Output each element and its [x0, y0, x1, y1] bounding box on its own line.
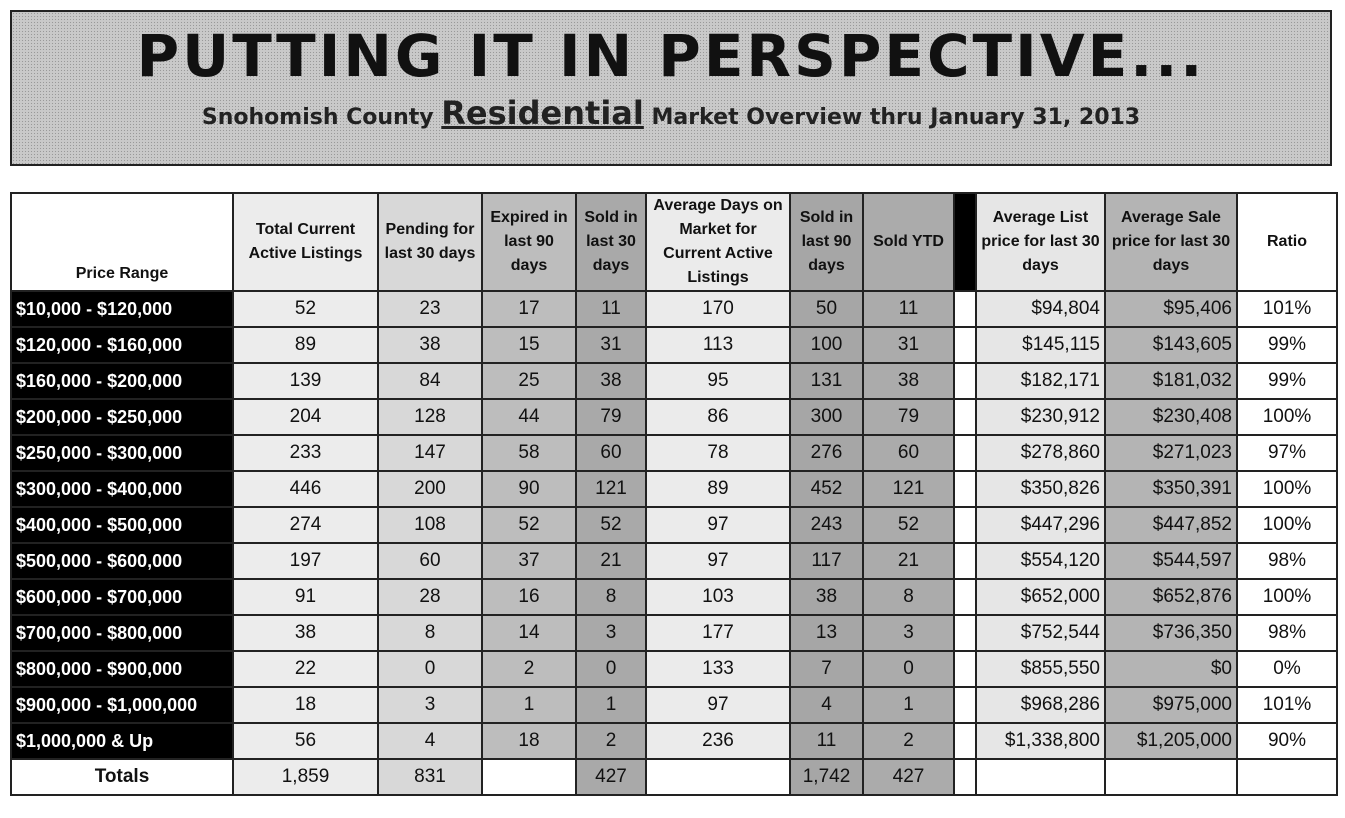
cell-avg-list-price: $230,912: [976, 399, 1105, 435]
header-sold-ytd: Sold YTD: [863, 193, 954, 291]
cell-sold-90: 7: [790, 651, 863, 687]
price-range-cell: $200,000 - $250,000: [11, 399, 233, 435]
cell-spacer: [954, 435, 976, 471]
cell-sold-30: 60: [576, 435, 646, 471]
cell-avg-days-on-market: 103: [646, 579, 790, 615]
cell-ratio: 100%: [1237, 507, 1337, 543]
cell-avg-days-on-market: 133: [646, 651, 790, 687]
total-sold-ytd: 427: [863, 759, 954, 795]
cell-sold-ytd: 11: [863, 291, 954, 327]
cell-ratio: 101%: [1237, 687, 1337, 723]
cell-ratio: 0%: [1237, 651, 1337, 687]
cell-avg-list-price: $278,860: [976, 435, 1105, 471]
table-row: [11, 579, 1337, 615]
subtitle-date: Market Overview thru January 31, 2013: [651, 105, 1141, 130]
cell-ratio: 99%: [1237, 327, 1337, 363]
cell-spacer: [954, 327, 976, 363]
cell-sold-30: 121: [576, 471, 646, 507]
cell-total-active: 18: [233, 687, 378, 723]
title-banner: [10, 10, 1332, 166]
price-range-cell: $900,000 - $1,000,000: [11, 687, 233, 723]
cell-avg-list-price: $968,286: [976, 687, 1105, 723]
price-range-cell: $400,000 - $500,000: [11, 507, 233, 543]
cell-sold-ytd: 2: [863, 723, 954, 759]
cell-sold-30: 11: [576, 291, 646, 327]
cell-sold-90: 452: [790, 471, 863, 507]
cell-sold-90: 276: [790, 435, 863, 471]
price-range-cell: $700,000 - $800,000: [11, 615, 233, 651]
table-row: [11, 435, 1337, 471]
total-avg-sale-price: [1105, 759, 1237, 795]
cell-avg-list-price: $652,000: [976, 579, 1105, 615]
cell-sold-ytd: 121: [863, 471, 954, 507]
cell-sold-90: 4: [790, 687, 863, 723]
cell-expired-90: 52: [482, 507, 576, 543]
table-row: [11, 471, 1337, 507]
table-row: [11, 615, 1337, 651]
cell-total-active: 38: [233, 615, 378, 651]
header-avg-days-on-market: Average Days on Market for Current Active Listings: [646, 193, 790, 291]
cell-sold-90: 300: [790, 399, 863, 435]
price-range-cell: $600,000 - $700,000: [11, 579, 233, 615]
cell-spacer: [954, 399, 976, 435]
total-ratio: [1237, 759, 1337, 795]
total-pending-30: 831: [378, 759, 482, 795]
cell-avg-list-price: $554,120: [976, 543, 1105, 579]
total-expired-90: [482, 759, 576, 795]
cell-sold-30: 31: [576, 327, 646, 363]
price-range-cell: $10,000 - $120,000: [11, 291, 233, 327]
cell-pending-30: 38: [378, 327, 482, 363]
cell-avg-sale-price: $350,391: [1105, 471, 1237, 507]
cell-sold-90: 50: [790, 291, 863, 327]
cell-avg-sale-price: $544,597: [1105, 543, 1237, 579]
price-range-cell: $300,000 - $400,000: [11, 471, 233, 507]
header-sold-30: Sold in last 30 days: [576, 193, 646, 291]
table-row: [11, 687, 1337, 723]
subtitle-county: Snohomish County: [201, 105, 434, 130]
cell-expired-90: 17: [482, 291, 576, 327]
cell-pending-30: 128: [378, 399, 482, 435]
header-ratio: Ratio: [1237, 193, 1337, 291]
cell-pending-30: 28: [378, 579, 482, 615]
page-title: PUTTING IT IN PERSPECTIVE...: [136, 22, 1206, 90]
cell-avg-list-price: $1,338,800: [976, 723, 1105, 759]
header-expired-90: Expired in last 90 days: [482, 193, 576, 291]
cell-expired-90: 37: [482, 543, 576, 579]
header-total-active: Total Current Active Listings: [233, 193, 378, 291]
header-row: [11, 193, 1337, 291]
price-range-cell: $1,000,000 & Up: [11, 723, 233, 759]
cell-avg-days-on-market: 170: [646, 291, 790, 327]
cell-expired-90: 14: [482, 615, 576, 651]
market-table: [10, 192, 1338, 796]
cell-sold-ytd: 8: [863, 579, 954, 615]
table-row: [11, 723, 1337, 759]
cell-spacer: [954, 471, 976, 507]
total-spacer: [954, 759, 976, 795]
cell-spacer: [954, 687, 976, 723]
cell-avg-days-on-market: 78: [646, 435, 790, 471]
cell-ratio: 100%: [1237, 399, 1337, 435]
cell-avg-sale-price: $230,408: [1105, 399, 1237, 435]
cell-expired-90: 58: [482, 435, 576, 471]
cell-ratio: 99%: [1237, 363, 1337, 399]
cell-ratio: 98%: [1237, 615, 1337, 651]
cell-sold-ytd: 21: [863, 543, 954, 579]
cell-avg-days-on-market: 177: [646, 615, 790, 651]
cell-avg-sale-price: $447,852: [1105, 507, 1237, 543]
cell-avg-days-on-market: 86: [646, 399, 790, 435]
cell-avg-sale-price: $181,032: [1105, 363, 1237, 399]
cell-expired-90: 2: [482, 651, 576, 687]
cell-total-active: 56: [233, 723, 378, 759]
cell-sold-90: 243: [790, 507, 863, 543]
cell-expired-90: 15: [482, 327, 576, 363]
cell-sold-ytd: 79: [863, 399, 954, 435]
cell-pending-30: 84: [378, 363, 482, 399]
header-avg-list-price: Average List price for last 30 days: [976, 193, 1105, 291]
cell-avg-days-on-market: 97: [646, 687, 790, 723]
cell-pending-30: 147: [378, 435, 482, 471]
cell-total-active: 197: [233, 543, 378, 579]
cell-avg-days-on-market: 97: [646, 543, 790, 579]
cell-sold-90: 131: [790, 363, 863, 399]
cell-sold-90: 117: [790, 543, 863, 579]
table-row: [11, 507, 1337, 543]
cell-expired-90: 25: [482, 363, 576, 399]
cell-sold-ytd: 0: [863, 651, 954, 687]
cell-total-active: 139: [233, 363, 378, 399]
cell-spacer: [954, 543, 976, 579]
header-pending-30: Pending for last 30 days: [378, 193, 482, 291]
cell-ratio: 100%: [1237, 579, 1337, 615]
cell-sold-90: 100: [790, 327, 863, 363]
price-range-cell: $120,000 - $160,000: [11, 327, 233, 363]
cell-avg-list-price: $752,544: [976, 615, 1105, 651]
cell-total-active: 22: [233, 651, 378, 687]
cell-expired-90: 90: [482, 471, 576, 507]
cell-total-active: 233: [233, 435, 378, 471]
cell-spacer: [954, 363, 976, 399]
cell-avg-sale-price: $975,000: [1105, 687, 1237, 723]
cell-spacer: [954, 615, 976, 651]
cell-pending-30: 200: [378, 471, 482, 507]
cell-sold-30: 52: [576, 507, 646, 543]
cell-sold-90: 11: [790, 723, 863, 759]
cell-sold-30: 21: [576, 543, 646, 579]
table-row: [11, 363, 1337, 399]
cell-avg-days-on-market: 95: [646, 363, 790, 399]
cell-ratio: 97%: [1237, 435, 1337, 471]
cell-spacer: [954, 723, 976, 759]
cell-avg-days-on-market: 236: [646, 723, 790, 759]
cell-avg-days-on-market: 97: [646, 507, 790, 543]
price-range-cell: $160,000 - $200,000: [11, 363, 233, 399]
cell-total-active: 52: [233, 291, 378, 327]
cell-total-active: 91: [233, 579, 378, 615]
cell-total-active: 274: [233, 507, 378, 543]
cell-sold-90: 38: [790, 579, 863, 615]
cell-avg-list-price: $145,115: [976, 327, 1105, 363]
cell-pending-30: 8: [378, 615, 482, 651]
cell-avg-sale-price: $0: [1105, 651, 1237, 687]
total-avg-list-price: [976, 759, 1105, 795]
cell-sold-30: 0: [576, 651, 646, 687]
cell-avg-days-on-market: 113: [646, 327, 790, 363]
cell-spacer: [954, 579, 976, 615]
cell-avg-days-on-market: 89: [646, 471, 790, 507]
total-total-active: 1,859: [233, 759, 378, 795]
cell-avg-sale-price: $1,205,000: [1105, 723, 1237, 759]
cell-avg-list-price: $350,826: [976, 471, 1105, 507]
cell-sold-ytd: 31: [863, 327, 954, 363]
table-row: [11, 543, 1337, 579]
cell-sold-ytd: 52: [863, 507, 954, 543]
cell-avg-sale-price: $271,023: [1105, 435, 1237, 471]
cell-sold-ytd: 3: [863, 615, 954, 651]
cell-avg-list-price: $182,171: [976, 363, 1105, 399]
price-range-cell: $800,000 - $900,000: [11, 651, 233, 687]
cell-ratio: 100%: [1237, 471, 1337, 507]
cell-spacer: [954, 651, 976, 687]
cell-sold-30: 8: [576, 579, 646, 615]
cell-sold-ytd: 60: [863, 435, 954, 471]
cell-avg-list-price: $855,550: [976, 651, 1105, 687]
cell-avg-sale-price: $652,876: [1105, 579, 1237, 615]
table-row: [11, 651, 1337, 687]
cell-avg-list-price: $447,296: [976, 507, 1105, 543]
cell-sold-30: 2: [576, 723, 646, 759]
cell-total-active: 204: [233, 399, 378, 435]
cell-avg-list-price: $94,804: [976, 291, 1105, 327]
cell-expired-90: 18: [482, 723, 576, 759]
cell-sold-30: 79: [576, 399, 646, 435]
subtitle-emphasis: Residential: [441, 94, 644, 132]
cell-sold-30: 1: [576, 687, 646, 723]
cell-avg-sale-price: $143,605: [1105, 327, 1237, 363]
header-spacer: [954, 193, 976, 291]
cell-sold-30: 3: [576, 615, 646, 651]
cell-pending-30: 23: [378, 291, 482, 327]
price-range-cell: $250,000 - $300,000: [11, 435, 233, 471]
cell-ratio: 98%: [1237, 543, 1337, 579]
subtitle: [12, 94, 1330, 132]
cell-sold-30: 38: [576, 363, 646, 399]
table-row: [11, 291, 1337, 327]
cell-pending-30: 108: [378, 507, 482, 543]
total-sold-90: 1,742: [790, 759, 863, 795]
cell-spacer: [954, 291, 976, 327]
cell-sold-ytd: 38: [863, 363, 954, 399]
totals-label: Totals: [11, 759, 233, 795]
cell-total-active: 89: [233, 327, 378, 363]
price-range-cell: $500,000 - $600,000: [11, 543, 233, 579]
total-avg-days-on-market: [646, 759, 790, 795]
cell-total-active: 446: [233, 471, 378, 507]
table-row: [11, 327, 1337, 363]
cell-ratio: 101%: [1237, 291, 1337, 327]
cell-pending-30: 3: [378, 687, 482, 723]
table-row: [11, 399, 1337, 435]
cell-avg-sale-price: $736,350: [1105, 615, 1237, 651]
cell-pending-30: 60: [378, 543, 482, 579]
cell-avg-sale-price: $95,406: [1105, 291, 1237, 327]
cell-sold-ytd: 1: [863, 687, 954, 723]
header-price-range: Price Range: [11, 193, 233, 291]
header-avg-sale-price: Average Sale price for last 30 days: [1105, 193, 1237, 291]
total-sold-30: 427: [576, 759, 646, 795]
header-sold-90: Sold in last 90 days: [790, 193, 863, 291]
cell-expired-90: 16: [482, 579, 576, 615]
cell-spacer: [954, 507, 976, 543]
cell-pending-30: 0: [378, 651, 482, 687]
cell-pending-30: 4: [378, 723, 482, 759]
totals-row: [11, 759, 1337, 795]
cell-ratio: 90%: [1237, 723, 1337, 759]
cell-expired-90: 44: [482, 399, 576, 435]
cell-expired-90: 1: [482, 687, 576, 723]
cell-sold-90: 13: [790, 615, 863, 651]
